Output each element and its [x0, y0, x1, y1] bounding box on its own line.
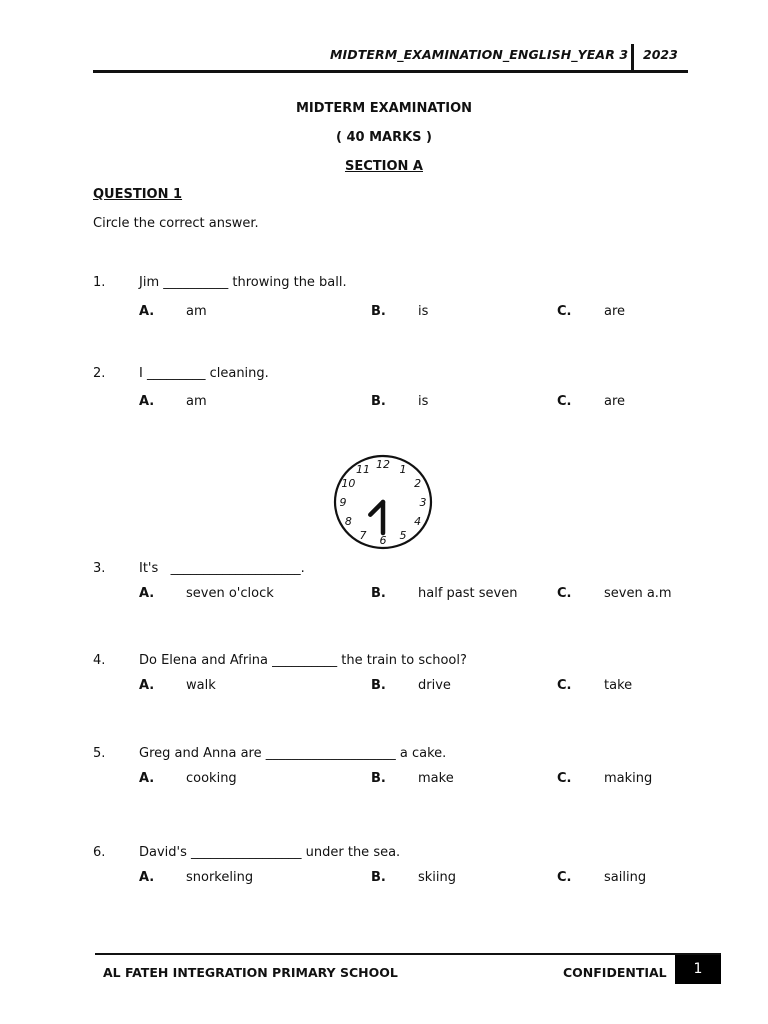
question-heading: QUESTION 1 — [93, 187, 183, 202]
question-number: 1. — [93, 275, 106, 290]
option-c-letter: C. — [557, 870, 572, 885]
option-a-letter: A. — [139, 394, 155, 409]
option-a-text[interactable]: walk — [186, 678, 216, 693]
header-separator — [631, 44, 634, 72]
option-c-letter: C. — [557, 771, 572, 786]
option-c-letter: C. — [557, 586, 572, 601]
question-number: 3. — [93, 561, 106, 576]
clock-numeral: 9 — [339, 496, 347, 509]
header-rule — [93, 70, 688, 73]
clock-numeral: 4 — [414, 515, 422, 528]
option-b-text[interactable]: half past seven — [418, 586, 518, 601]
option-b-letter: B. — [371, 394, 386, 409]
option-b-text[interactable]: is — [418, 304, 429, 319]
option-a-letter: A. — [139, 870, 155, 885]
option-a-letter: A. — [139, 771, 155, 786]
clock-numeral: 12 — [376, 458, 390, 471]
option-a-text[interactable]: am — [186, 304, 207, 319]
option-b-letter: B. — [371, 870, 386, 885]
header-year: 2023 — [643, 47, 678, 62]
option-b-text[interactable]: is — [418, 394, 429, 409]
option-c-text[interactable]: making — [604, 771, 653, 786]
question-number: 2. — [93, 366, 106, 381]
clock-illustration — [332, 453, 434, 551]
option-a-letter: A. — [139, 304, 155, 319]
option-c-letter: C. — [557, 304, 572, 319]
question-stem: Do Elena and Afrina __________ the train to school? — [139, 653, 467, 668]
option-c-letter: C. — [557, 678, 572, 693]
option-b-letter: B. — [371, 771, 386, 786]
option-c-text[interactable]: are — [604, 394, 626, 409]
exam-marks: ( 40 MARKS ) — [336, 130, 432, 145]
option-a-letter: A. — [139, 586, 155, 601]
clock-numeral: 1 — [399, 463, 407, 477]
option-c-text[interactable]: are — [604, 304, 626, 319]
question-number: 4. — [93, 653, 106, 668]
footer-rule — [95, 953, 721, 955]
section-heading: SECTION A — [344, 159, 423, 174]
clock-numeral: 10 — [341, 477, 356, 490]
option-c-letter: C. — [557, 394, 572, 409]
question-stem: I _________ cleaning. — [139, 366, 269, 381]
question-stem: Greg and Anna are ____________________ a cake. — [139, 746, 447, 761]
option-a-text[interactable]: snorkeling — [186, 870, 254, 885]
clock-numeral: 6 — [379, 534, 387, 547]
option-b-letter: B. — [371, 586, 386, 601]
option-c-text[interactable]: take — [604, 678, 633, 693]
header-title: MIDTERM_EXAMINATION_ENGLISH_YEAR 3 — [330, 47, 629, 62]
section-heading-wrap — [0, 159, 768, 174]
exam-title: MIDTERM EXAMINATION — [295, 101, 473, 116]
footer-school-name: AL FATEH INTEGRATION PRIMARY SCHOOL — [103, 965, 398, 980]
instruction-text: Circle the correct answer. — [93, 216, 259, 231]
option-b-letter: B. — [371, 678, 386, 693]
option-b-text[interactable]: skiing — [418, 870, 457, 885]
clock-numeral: 5 — [399, 528, 407, 542]
clock-numeral: 8 — [344, 515, 352, 528]
clock-numeral: 7 — [359, 528, 367, 542]
clock-numeral: 3 — [419, 496, 427, 509]
option-a-letter: A. — [139, 678, 155, 693]
option-a-text[interactable]: cooking — [186, 771, 237, 786]
clock-numeral: 11 — [356, 463, 370, 477]
footer-confidential: CONFIDENTIAL — [563, 965, 667, 980]
question-number: 6. — [93, 845, 106, 860]
option-c-text[interactable]: seven a.m — [604, 586, 672, 601]
option-b-text[interactable]: make — [418, 771, 454, 786]
question-number: 5. — [93, 746, 106, 761]
option-b-letter: B. — [371, 304, 386, 319]
question-stem: It's ____________________. — [139, 561, 305, 576]
option-b-text[interactable]: drive — [418, 678, 451, 693]
question-stem: David's _________________ under the sea. — [139, 845, 401, 860]
footer-page-number: 1 — [675, 955, 721, 984]
option-c-text[interactable]: sailing — [604, 870, 647, 885]
option-a-text[interactable]: am — [186, 394, 207, 409]
option-a-text[interactable]: seven o'clock — [186, 586, 274, 601]
clock-numeral: 2 — [414, 477, 422, 490]
question-stem: Jim __________ throwing the ball. — [139, 275, 347, 290]
